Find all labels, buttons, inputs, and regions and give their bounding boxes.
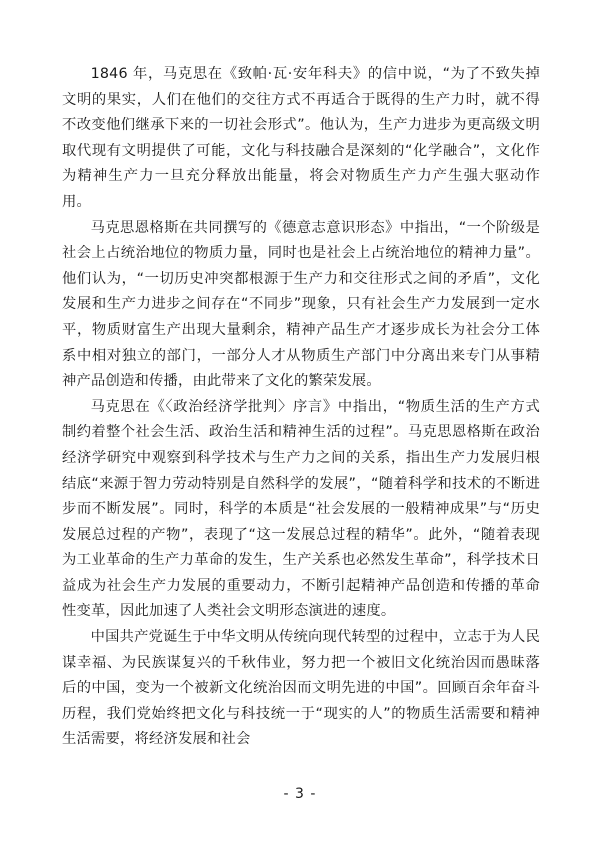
page-number: - 3 -: [283, 786, 317, 802]
page-body-text: [62, 62, 540, 753]
paragraph: 马克思在《〈政治经济学批判〉序言》中指出，“物质生活的生产方式制约着整个社会生活、政治生活和精神生活的过程”。马克思恩格斯在政治经济学研究中观察到科学技术与生产力之间的关系，指出生产力发展归根结底“来源于智力劳动特别是自然科学的发展”，“随着科学和技术的不断进步而不断发展”。同时，科学的本质是“社会发展的一般精神成果”与“历史发展总过程的产物”，表现了“这一发展总过程的精华”。此外，“随着表现为工业革命的生产力革命的发生，生产关系也必然发生革命”，科学技术日益成为社会生产力发展的重要动力，不断引起精神产品创造和传播的革命性变革，因此加速了人类社会文明形态演进的速度。: [62, 398, 540, 620]
paragraph: 1846 年，马克思在《致帕·瓦·安年科夫》的信中说，“为了不致失掉文明的果实，人们在他们的交往方式不再适合于既得的生产力时，就不得不改变他们继承下来的一切社会形式”。他认为，生产力进步为更高级文明取代现有文明提供了可能，文化与科技融合是深刻的“化学融合”，文化作为精神生产力一旦充分释放出能量，将会对物质生产力产生强大驱动作用。: [62, 66, 540, 210]
paragraph: 中国共产党诞生于中华文明从传统向现代转型的过程中，立志于为人民谋幸福、为民族谋复兴的千秋伟业，努力把一个被旧文化统治因而愚昧落后的中国，变为一个被新文化统治因而文明先进的中国”。回顾百余年奋斗历程，我们党始终把文化与科技统一于“现实的人”的物质生活需要和精神生活需要，将经济发展和社会: [62, 629, 540, 748]
paragraph: 马克思恩格斯在共同撰写的《德意志意识形态》中指出，“一个阶级是社会上占统治地位的物质力量，同时也是社会上占统治地位的精神力量”。他们认为，“一切历史冲突都根源于生产力和交往形式之间的矛盾”，文化发展和生产力进步之间存在“不同步”现象，只有社会生产力发展到一定水平，物质财富生产出现大量剩余，精神产品生产才逐步成长为社会分工体系中相对独立的部门，一部分人才从物质生产部门中分离出来专门从事精神产品创造和传播，由此带来了文化的繁荣发展。: [62, 219, 540, 390]
